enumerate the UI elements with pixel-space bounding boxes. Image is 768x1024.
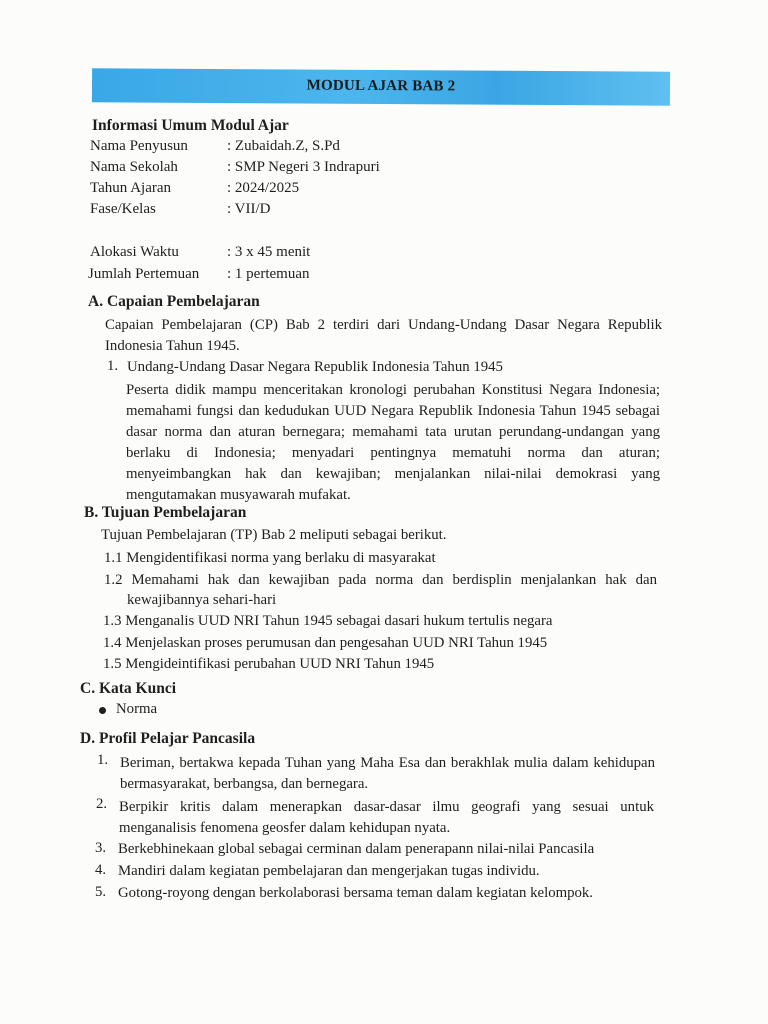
section-b-intro: Tujuan Pembelajaran (TP) Bab 2 meliputi sebagai berikut. xyxy=(101,527,447,543)
info-value: : 3 x 45 menit xyxy=(227,244,311,260)
module-title: MODUL AJAR BAB 2 xyxy=(306,77,456,95)
objective-item: 1.4 Menjelaskan proses perumusan dan pengesahan UUD NRI Tahun 1945 xyxy=(103,635,548,651)
objective-item-continued: kewajibannya sehari-hari xyxy=(127,592,277,608)
objective-item: 1.5 Mengideintifikasi perubahan UUD NRI Tahun 1945 xyxy=(103,656,435,672)
objective-item: 1.2 Memahami hak dan kewajiban pada norma dan berdisplin menjalankan hak dan xyxy=(104,572,657,588)
info-label: Alokasi Waktu xyxy=(90,244,179,260)
profile-item: Mandiri dalam kegiatan pembelajaran dan mengerjakan tugas individu. xyxy=(118,863,540,879)
profile-item-number: 4. xyxy=(95,862,107,878)
info-value: : 1 pertemuan xyxy=(227,266,310,282)
info-value: : VII/D xyxy=(227,201,271,217)
profile-item-number: 2. xyxy=(96,796,108,812)
profile-item: Berpikir kritis dalam menerapkan dasar-dasar ilmu geografi yang sesuai untuk menganalisis fenomena geosfer dalam kehidupan nyata. xyxy=(119,799,654,836)
keyword: Norma xyxy=(116,701,158,717)
section-a-heading: A. Capaian Pembelajaran xyxy=(88,293,260,310)
profile-item: Beriman, bertakwa kepada Tuhan yang Maha Esa dan berakhlak mulia dalam kehidupan bermasyarakat, berbangsa, dan bernegara. xyxy=(120,755,655,792)
profile-item: Gotong-royong dengan berkolaborasi bersama teman dalam kegiatan kelompok. xyxy=(118,885,593,901)
section-a-item-title: Undang-Undang Dasar Negara Republik Indonesia Tahun 1945 xyxy=(127,359,503,375)
info-value: : Zubaidah.Z, S.Pd xyxy=(227,138,340,154)
section-d-heading: D. Profil Pelajar Pancasila xyxy=(80,730,256,747)
objective-item: 1.3 Menganalis UUD NRI Tahun 1945 sebagai dasari hukum tertulis negara xyxy=(103,613,553,629)
info-label: Nama Penyusun xyxy=(90,138,188,154)
section-a-item-body: Peserta didik mampu menceritakan kronologi perubahan Konstitusi Negara Indonesia; memahami fungsi dan kedudukan UUD Negara Republik Indonesia Tahun 1945 sebagai dasar norma dan aturan bernegara; memahami tata urutan perundang-undangan yang berlaku di Indonesia; menyadari pentingnya mematuhi norma dan aturan; menyeimbangkan hak dan kewajiban; menjalankan nilai-nilai demokrasi yang mengutamakan musyawarah mufakat. xyxy=(126,382,660,503)
section-a-item-number: 1. xyxy=(107,358,119,374)
profile-item-number: 5. xyxy=(95,884,107,900)
profile-item-number: 1. xyxy=(97,752,109,768)
info-label: Jumlah Pertemuan xyxy=(88,266,200,282)
title-banner xyxy=(92,68,670,106)
profile-item-number: 3. xyxy=(95,840,107,856)
info-label: Tahun Ajaran xyxy=(90,180,172,196)
objective-item: 1.1 Mengidentifikasi norma yang berlaku di masyarakat xyxy=(104,550,436,566)
info-value: : SMP Negeri 3 Indrapuri xyxy=(227,159,380,175)
info-label: Nama Sekolah xyxy=(90,159,178,175)
section-b-heading: B. Tujuan Pembelajaran xyxy=(84,504,247,521)
bullet-icon xyxy=(99,707,106,714)
info-value: : 2024/2025 xyxy=(227,180,300,196)
section-c-heading: C. Kata Kunci xyxy=(80,680,177,697)
section-a-intro: Capaian Pembelajaran (CP) Bab 2 terdiri dari Undang-Undang Dasar Negara Republik Indonesia Tahun 1945. xyxy=(105,317,662,354)
info-label: Fase/Kelas xyxy=(90,201,156,217)
profile-item: Berkebhinekaan global sebagai cerminan dalam penerapann nilai-nilai Pancasila xyxy=(118,841,595,857)
info-heading: Informasi Umum Modul Ajar xyxy=(92,117,289,134)
